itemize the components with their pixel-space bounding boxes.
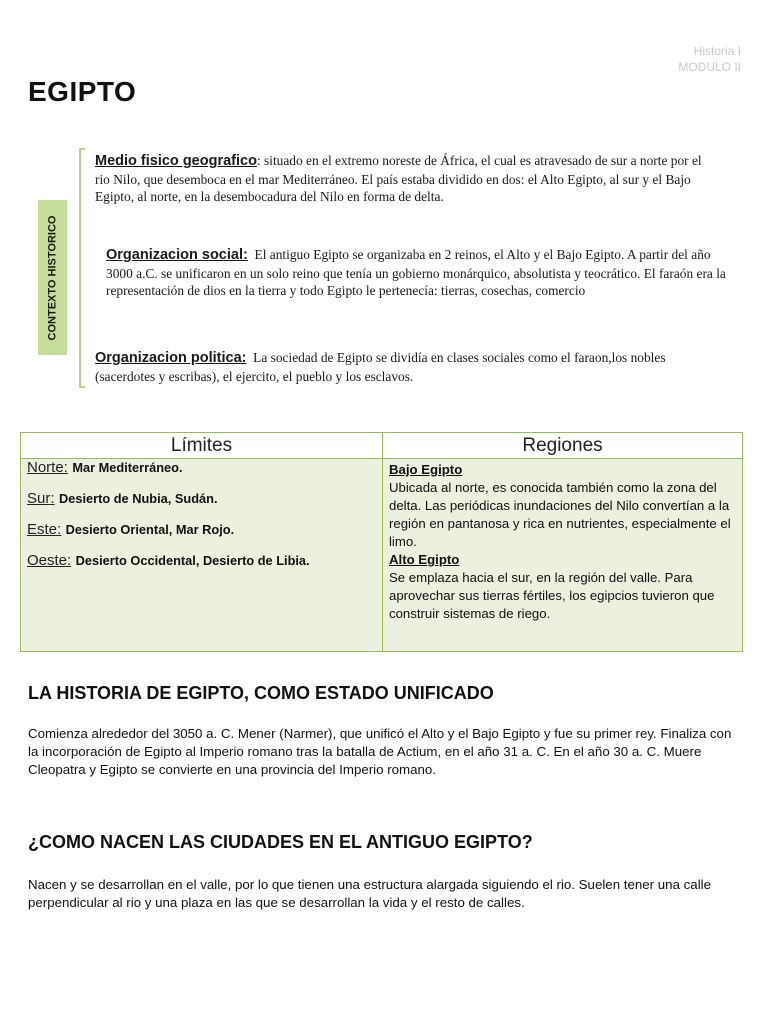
limits-header: Límites bbox=[21, 433, 383, 459]
limit-value-sur: Desierto de Nubia, Sudán. bbox=[58, 491, 218, 506]
course-label: Historia I bbox=[693, 44, 741, 58]
region-name-bajo: Bajo Egipto bbox=[389, 462, 463, 477]
limit-dir-norte: Norte: bbox=[27, 459, 68, 476]
limits-regions-table bbox=[20, 432, 743, 652]
medio-text: situado en el extremo noreste de África, el cual es atravesado de sur a norte por el rio Nilo, que desemboca en el mar Mediterráneo. El país estaba dividido en dos: el Alto Egipto, al sur y el Bajo Egipto, al norte, en la desembocadura del Nilo en forma de delta. bbox=[95, 153, 702, 204]
limit-dir-sur: Sur: bbox=[27, 490, 55, 507]
limit-item-este bbox=[27, 521, 382, 538]
limits-cell bbox=[21, 459, 383, 652]
region-text-bajo: Ubicada al norte, es conocida también como la zona del delta. Las periódicas inundaciones del Nilo convertían a la región en pantanosa y rica en nutrientes, especialmente el limo. bbox=[389, 480, 731, 549]
table-header-row bbox=[21, 433, 743, 459]
context-label-box bbox=[38, 200, 67, 355]
social-text: El antiguo Egipto se organizaba en 2 reinos, el Alto y el Bajo Egipto. A partir del año 3000 a.C. se unificaron en un solo reino que tenía un gobierno monárquico, absolutista y teocrático. El faraón era la representación de dios en la tierra y todo Egipto le pertenecía: tierras, cosechas, comercio bbox=[106, 247, 726, 298]
social-heading: Organizacion social: bbox=[106, 247, 248, 263]
ciudades-paragraph: Nacen y se desarrollan en el valle, por lo que tienen una estructura alargada siguiendo el rio. Suelen tener una calle perpendicular al rio y una plaza en las que se desarrollan la vida y el resto de calles. bbox=[28, 877, 712, 910]
module-label: MODULO II bbox=[678, 60, 741, 74]
limit-value-oeste: Desierto Occidental, Desierto de Libia. bbox=[75, 553, 310, 568]
page-header bbox=[678, 43, 741, 75]
politica-text: La sociedad de Egipto se dividía en clases sociales como el faraon,los nobles (sacerdotes y escribas), el ejercito, el pueblo y los esclavos. bbox=[95, 350, 666, 384]
limit-item-sur bbox=[27, 490, 382, 507]
ciudades-heading: ¿COMO NACEN LAS CIUDADES EN EL ANTIGUO EGIPTO? bbox=[28, 832, 533, 852]
medio-colon: : bbox=[256, 153, 265, 168]
politica-heading: Organizacion politica: bbox=[95, 350, 247, 366]
regions-header: Regiones bbox=[383, 433, 743, 459]
limit-dir-oeste: Oeste: bbox=[27, 552, 72, 569]
context-politica-block bbox=[95, 349, 695, 385]
medio-heading: Medio fisico geografico bbox=[95, 153, 257, 169]
page-title: EGIPTO bbox=[28, 76, 137, 107]
limit-dir-este: Este: bbox=[27, 521, 62, 538]
limit-item-oeste bbox=[27, 552, 382, 569]
region-name-alto: Alto Egipto bbox=[389, 552, 460, 567]
context-bracket bbox=[79, 148, 85, 388]
regions-cell bbox=[383, 459, 743, 652]
limit-value-norte: Mar Mediterráneo. bbox=[72, 460, 183, 475]
context-label: CONTEXTO HISTORICO bbox=[46, 215, 59, 340]
historia-paragraph: Comienza alrededor del 3050 a. C. Mener (Narmer), que unificó el Alto y el Bajo Egipto y fue su primer rey. Finaliza con la incorporación de Egipto al Imperio romano tras la batalla de Actium, en el año 31 a. C. En el año 30 a. C. Muere Cleopatra y Egipto se convierte en una provincia del Imperio romano. bbox=[28, 726, 732, 777]
historia-heading: LA HISTORIA DE EGIPTO, COMO ESTADO UNIFICADO bbox=[28, 683, 494, 703]
table-row bbox=[21, 459, 743, 652]
context-medio-block bbox=[95, 152, 707, 206]
limit-item-norte bbox=[27, 459, 382, 476]
limit-value-este: Desierto Oriental, Mar Rojo. bbox=[65, 522, 235, 537]
context-social-block bbox=[106, 246, 726, 300]
region-text-alto: Se emplaza hacia el sur, en la región del valle. Para aprovechar sus tierras fértiles, los egipcios tuvieron que construir sistemas de riego. bbox=[389, 570, 715, 621]
